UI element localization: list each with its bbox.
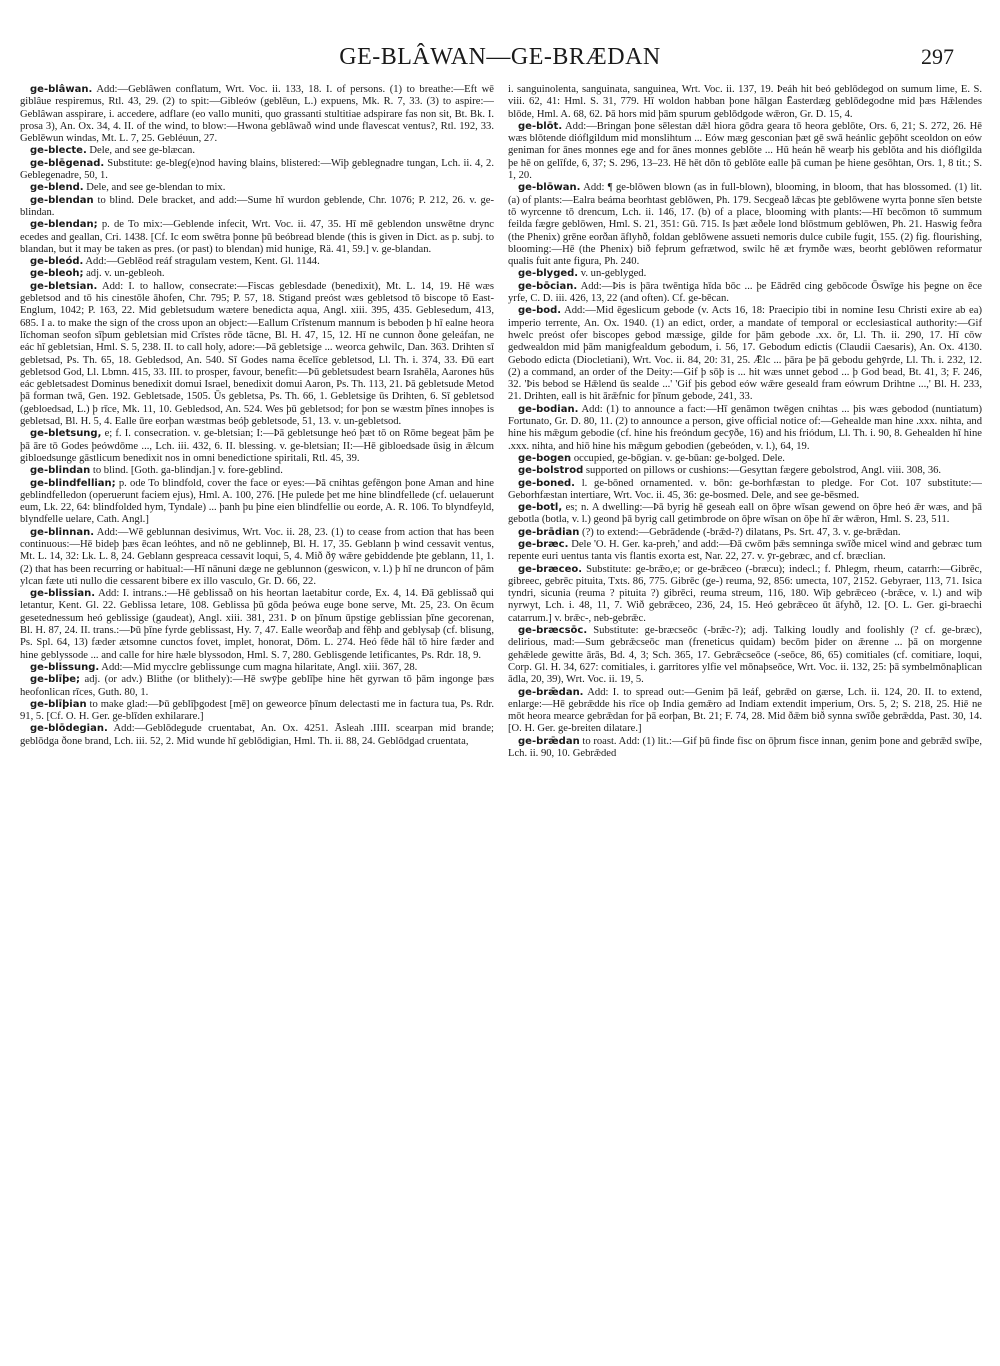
dictionary-entry [20,84,494,145]
entry-headword: ge-blissung. [30,661,100,673]
entry-headword: ge-blīþian [30,698,87,710]
entry-text: v. un-geblyged. [580,268,647,280]
entry-text: Add: I. to hallow, consecrate:—Fiscas geblesdade (benedixit), Mt. L. 14, 19. Hē wæs gebletsod and tō his cinestōle āhofen, Chr. 795; P. 57, 18. Stigand preóst wæs gebletsod tō biscope tō East-Englum, 1042; P. 163, 22. Mid gebletsudum wætere benedicta aqua, Angl. xiii. 395, 435. Geblesedum, 413, 685. I a. to make the sign of the cross upon an object:—Eallum Crīstenum mannum is beboden þ hī ealne heora līchoman seofon sīþum gebletsian mid Crīstes rōde tācne, Bl. H. 47, 15, 12. Hī ne cunnon ðone geleáfan, ne eác hī gebletsian, Hml. S. 5, 238. II. to call holy, adore:—Þā gebletsige ... weorca gehwilc, Dan. 363. Drihten sī gebletsad, Ps. Th. 65, 18. Gebledsod, An. 540. Sī Godes nama ēcelīce gebletsod, Ll. Th. i. 374, 33. Ðū eart gebletsod God, Ll. Lbmn. 415, 33. III. to prosper, favour, benefit:—Þū gebletsudest bearn Israhēla, Aarones hūs eác gebletsadest Dominus benedixit domui Israel, benedixit domui Aaron, Ps. Th. 113, 21. Þā gebletsude Metod þā forman twā, Gen. 192. Gebletsade, 1505. Ūs gebletsa, Ps. Th. 66, 1. Gebletsige ūs Drihten, 6. Sī gebletsod (gebloedsad, L.) þ rīce, Mk. 11, 10. Gebledsod, An. 524. Wes þū gebletsod; for þon se wæstm þīnes innoþes is gebletsad, Bl. H. 5, 4. Ealle ūre eorþan wæstmas beóþ gebletsode, 51, 13. v. un-gebletsod. [20,280,494,428]
dictionary-entry [508,305,982,403]
entry-text: Substitute: ge-bræcseōc (-brǣc-?); adj. Talking loudly and foolishly (? cf. ge-bræc), delirious, mad:—Sum gebrǣcseōc man (freneticus quidam) becōm þider on ǣrenne ... þā on morgenne gehǣlede gewitte ārās, Bd. 4, 3; Sch. 365, 17. Gebrǣcseōce (-seōce, 86, 65) comitiales (cf. comitiare, loqui, Corp. Gl. H. 34, 627: comitiales, i. garritores ylfie vel mōnaþseōce, Wrt. Voc. ii. 132, 25: þā symbelmōnaþlican ādla, 20, 39), Wrt. Voc. ii. 19, 5. [508,625,982,686]
entry-headword: ge-brādian [518,526,580,538]
entry-headword: ge-blecte. [30,145,87,157]
dictionary-entry [508,453,982,465]
entry-text: Add:—Bringan þone sēlestan dǣl hiora gōdra geara tō heora geblōte, Ors. 6, 21; S. 272, 26. Hē wæs blōtende dióflgildum mid monslihtum ... Eów mæg gesconian þæt gē swā heánlic geþōht sceoldon on eów geniman for ānes monnes ege and for ānes monnes geblōte ... Hū heán hē wearþ his geblōta and his dióflgilda þe hē on gelīfde, 6, 37; S. 296, 13–23. Hē hēt dōn tō geblōte ealle þā cuman þe hiene gesōhtan, Ors. 1, 8 tit.; S. 1, 20. [508,120,982,182]
entry-headword: ge-bōcian. [518,280,578,292]
entry-text: adj. v. un-gebleoh. [86,268,165,280]
entry-text: l. ge-bōned ornamented. v. bōn: ge-borhfæstan to pledge. For Cot. 107 substitute:—Geborhfæstan intertiare, Wrt. Voc. ii. 45, 36: ge-bosmed. Dele, and see ge-bēsmed. [508,477,982,501]
entry-text: occupied, ge-bōgian. v. ge-būan: ge-bolged. Dele. [573,452,785,464]
entry-text: Dele 'O. H. Ger. ka-preh,' and add:—Ðā cwōm þǣs semninga swīðe micel wind and gebræc tum repente euri uentus tanta vis flantis exorta est, Nar. 22, 27. v. ȳr-gebræc, and cf. bræclian. [508,538,982,563]
dictionary-entry [20,527,494,588]
dictionary-entry [508,182,982,268]
dictionary-entry [20,281,494,429]
entry-text: Substitute: ge-brǣo,e; or ge-brǣceo (-bræcu); indecl.; f. Phlegm, rheum, catarrh:—Gibrēc, gibreec, gebrēc pituita, Txts. 86, 775. Gibrēc (ge-) reuma, 92, 856: umecta, 107, 2152. Gebyraer, 113, 71. Isica tyndri, sicunia (reuma ? pituita ?) gibrēci, reuma streum, 116, 180. Wiþ gebrǣceo (-brǣce, v. l.) and wiþ nyrwyt, Lch. i. 48, 11, 7. Wið gebrǣceo, 236, 24, 15. Heó gebrǣceo ūt āfyhð, 12. [O. L. Ger. gi-braechi catarrum.] v. brǣc-, neb-gebrǣc. [508,563,982,624]
entry-text: Substitute: ge-bleg(e)nod having blains, blistered:—Wiþ geblegnadre tungan, Lch. ii. 4, 2. Geblegenadre, 50, 1. [20,157,494,182]
entry-text: supported on pillows or cushions:—Gesyttan fægere gebolstrod, Angl. viii. 308, 36. [585,465,942,477]
entry-headword: ge-blendan; [30,219,98,231]
entry-text: Dele, and see ge-blendan to mix. [86,182,226,194]
entry-text: p. de To mix:—Geblende infecit, Wrt. Voc. ii. 47, 35. Hī mē geblendon unswētne drync ecedes and geallan, Cri. 1438. [Cf. Ic eom swētra þonne þū beóbread blende (this is given in Dict. as p. subj. to blandan, but it may be taken as pres. (or past) to blendan) mid hunige, Rä. 41, 59.] v. ge-blandan. [20,219,494,255]
dictionary-entry [508,404,982,453]
entry-text: Add: I. to spread out:—Genim þā leáf, gebrǣd on gærse, Lch. ii. 124, 20. II. to extend, enlarge:—Hē gebrǣdde his rīce oþ India gemǣro ad Indiam extendit imperium, Ors. 5, 2; S. 218, 25. Hiē ne mōt heora mearce gebrǣdan for þā eorþan, Bt. 21; F. 74, 28. Mid ðǣm bið synna swīðe gebrǣdda, Past. 30, 14. [O. H. Ger. ge-breiten dilatare.] [508,686,982,735]
entry-headword: ge-brǣdan [518,735,580,747]
dictionary-entry [508,268,982,280]
dictionary-entry [508,625,982,686]
entry-headword: ge-blīþe; [30,674,81,686]
entry-headword: ge-botl, [518,502,563,514]
entry-headword: ge-bræceo. [518,563,583,575]
entry-headword: ge-bogen [518,452,572,464]
dictionary-entry [508,527,982,539]
entry-text: to blind. [Goth. ga-blindjan.] v. fore-geblind. [92,465,283,477]
page-title: GE-BLÂWAN—GE-BRÆDAN [339,44,661,70]
dictionary-entry [20,158,494,183]
entry-text: Add: I. intrans.:—Hē geblissað on his heortan laetabitur corde, Ex. 4, 14. Ðā geblissað qui letantur, Kent. Gl. 22. Geblissa letare, 108. Geblissa þū gōda þeówa euge bone serve, Mt. 25, 23. On ēcum gesetednessum heó geblissige (gaudeat), Angl. xiii. 381, 231. Þ on þīnum ūpstige geblissian þīne gecorenan, Bl. H. 87, 24. II. trans.:—Þū þīne fyrde geblissast, Hy. 7, 47. Ealle weorðaþ and fēhþ and geblysaþ (cf. blisung, Ps. Spl. 64, 13) fæder ætsomne cunctos fovet, implet, honorat, Dōm. L. 274. Heó fēde hāl tō hire fæder and hine geblyssode ... and calle for hire hæle blyssodon, Hml. S. 7, 280. Geblisgende letificantes, Ps. Rdr. 18, 9. [20,588,494,661]
dictionary-entry [20,256,494,268]
entry-headword: ge-blâwan. [30,84,93,95]
entry-headword: ge-bræcsōc. [518,625,588,637]
page-number: 297 [921,44,954,69]
dictionary-entry [508,281,982,306]
dictionary-entry [20,478,494,527]
dictionary-entry [508,687,982,736]
entry-text: es; n. A dwelling:—Þā byrig hē geseah eall on ōþre wīsan gewend on ōþre heó ǣr wæs, and þā gebotla (botla, v. l.) geond þā byrig call getimbrode on ōþre wīsan on ōþe hī ǣr wǣron, Hml. S. 23, 511. [508,502,982,526]
entry-text: Add: (1) to announce a fact:—Hī genāmon twēgen cnihtas ... þis wæs gebodod (nuntiatum) Fortunato, Gr. D. 80, 11. (2) to announce a person, give official notice of:—Gehealde man hine .xxx. nihta, and hine his mǣgum gebodie (cf. hine his freóndum gecȳðe, 16) and his friódum, Ll. Th. i. 90, 8. Gehealden hī hine .xxx. nihta, and hiō hine his mǣgum gebodien (gebeóden, v. l.), 64, 19. [508,403,982,452]
dictionary-entry [508,84,982,121]
entry-headword: ge-bræc. [518,538,569,550]
entry-headword: ge-bletsung, [30,428,102,440]
entry-headword: ge-blyged. [518,268,579,280]
entry-text: p. ode To blindfold, cover the face or eyes:—Þā cnihtas gefēngon þone Aman and hine geblindfelledon (operuerunt faciem ejus), Hml. A. 100, 276. [He pulede þet me hine blindfellede (cf. uelauerunt eum, Lk. 22, 64: blindfolded hym, Tyndale) ... þanh þu þine eien blindfellie ou eorde, A. R. 106. To blyndfeyld, blyndfelle uelare, Cath. Angl.] [20,477,494,526]
dictionary-entry [508,465,982,477]
dictionary-entry [20,699,494,724]
entry-headword: ge-blendan [30,194,94,206]
right-column [508,84,982,1352]
entry-headword: ge-blōt. [518,120,563,132]
entry-headword: ge-bleód. [30,256,84,268]
dictionary-entry [20,219,494,256]
entry-text: Add:—Mid ēgeslicum gebode (v. Acts 16, 18: Praecipio tibi in nomine Iesu Christi exire ab ea) imperio terrente, An. Ox. 1940. (1) an edict, order, a mandate of temporal or ecclesiastical authority:—Gif hwelc preóst ofer biscopes gebod mæssige, gilde for þām gebode .xx. ōr, Ll. Th. ii. 290, 17. Hī cōw gedwealdon mid þām manigfealdum gebodum, i. 56, 17. Gebodum edictis (Claudii Caesaris), An. Ox. 4130. Gebodo edicta (Diocletiani), Wrt. Voc. ii. 84, 20: 31, 25. Ǣlc ... þāra þe þā gebodu gehȳrde, Ll. Th. i. 232, 12. (2) a command, an order of the Deity:—Gif þ sōþ is ... hit wæs unnet gebod ... þ God bead, Bt. 41, 3; F. 246, 32. 'Þis bebod se Hǣlend ūs sealde ...' 'Gif þis gebod eów wǣre geseald fram eówrum Drihtne ...,' Bl. H. 233, 21. Drihten, eall is hit ārǣfnic for þīnum gebode, 241, 33. [508,305,982,403]
entry-headword: ge-blōwan. [518,182,581,194]
dictionary-entry [508,121,982,182]
entry-headword: ge-blindan [30,465,91,477]
dictionary-entry [20,662,494,674]
entry-headword: ge-bolstrod [518,465,584,477]
entry-headword: ge-blend. [30,182,84,194]
entry-text: Add:—Mid mycclre geblissunge cum magna hilaritate, Angl. xiii. 367, 28. [101,661,418,673]
entry-text: Add:—Wē geblunnan desivimus, Wrt. Voc. ii. 28, 23. (1) to cease from action that has been continuous:—Hē bideþ þæs ēcan leóhtes, and nō ne geblinneþ, Bl. H. 17, 35. Geblann þ wind cessavit ventus, Mt. L. 14, 32: Lk. L. 8, 24. Geblann gespreaca cessavit loqui, 5, 4. Mið ðȳ wǣre gebiddende þte geblann, 11, 1. (2) that has been recurring or habitual:—Hī nānuni dæge ne geblunnon (geswicon, v. l.) þ hī ne druncon of þām ylcan fæte uti nullo die cessarent bibere ex illo vasculo, Gr. D. 66, 22. [20,526,494,587]
entry-headword: ge-bodian. [518,403,579,415]
dictionary-entry [20,145,494,157]
entry-text: to blind. Dele bracket, and add:—Sume hī wurdon geblende, Chr. 1076; P. 212, 26. v. ge-blindan. [20,194,494,218]
entry-headword: ge-bleoh; [30,268,84,280]
entry-text: Add:—Geblēod reáf stragulam vestem, Kent. Gl. 1144. [85,256,320,268]
entry-text: Add:—Geblōdegude cruentabat, An. Ox. 4251. Āsleah .IIII. scearpan mid brande; geblōdga ðone brand, Lch. iii. 52, 2. Mid wunde hī geblōdigian, Hml. Th. ii. 88, 24. Geblōdgad cruentata, [20,723,494,747]
entry-text: adj. (or adv.) Blithe (or blithely):—Hē swȳþe geblīþe hine hēt gyrwan tō þām ingonge þæs heofonlican rīces, Guth. 80, 1. [20,674,494,698]
entry-headword: ge-blēgenad. [30,157,105,169]
entry-headword: ge-brǣdan. [518,686,584,698]
dictionary-entry [20,465,494,477]
dictionary-entry [508,564,982,625]
text-columns [20,84,982,1352]
entry-text: e; f. I. consecration. v. ge-bletsian; I:—Þā gebletsunge heó þæt tō on Rōme begeat þām þe þā āre tō Godes þeówdōme ..., Lch. iii. 432, 6. II. blessing. v. ge-bletsian; II:—Hē gibloedsade ūsig in ǣlcum gibloedsunge gāstlicum benedixit nos in omni benedictione spiritali, Rtl. 45, 39. [20,428,494,464]
entry-headword: ge-blinnan. [30,526,95,538]
left-column [20,84,494,1352]
dictionary-entry [508,502,982,527]
dictionary-entry [20,723,494,748]
dictionary-entry [20,674,494,699]
entry-headword: ge-bod. [518,305,562,317]
dictionary-entry [20,428,494,465]
entry-headword: ge-boned. [518,477,575,489]
entry-text: to make glad:—Þū geblīþgodest [mē] on geweorce þīnum delectasti me in factura tua, Ps. Rdr. 91, 5. [Cf. O. H. Ger. ge-blīden exhilarare.] [20,698,494,723]
dictionary-entry [20,268,494,280]
entry-headword: ge-blindfellian; [30,477,116,489]
entry-text: Dele, and see ge-blæcan. [89,145,196,157]
entry-text: i. sanguinolenta, sanguinata, sanguinea, Wrt. Voc. ii. 137, 19. Þeáh hit beó geblōdegod on sumum lime, E. S. viii. 62, 41: Hml. S. 31, 779. Hī woldon habban þone hālgan Ēasterdæg geblōdegodne mid þæs Hǣlendes blōde, Hml. A. 68, 62. Þā hors mid þām spurum geblōdgode wǣron, Gr. D. 15, 4. [508,84,982,120]
entry-headword: ge-blissian. [30,588,96,600]
entry-text: (?) to extend:—Gebrādende (-brǣd-?) dilatans, Ps. Srt. 47, 3. v. ge-brǣdan. [582,526,901,538]
entry-text: to roast. Add: (1) lit.:—Gif þū finde fisc on ōþrum fisce innan, genim þone and gebrǣd swīþe, Lch. ii. 90, 10. Gebrǣded [508,735,982,760]
dictionary-entry [20,182,494,194]
entry-text: Add:—Geblâwen conflatum, Wrt. Voc. ii. 133, 18. I. of persons. (1) to breathe:—Eft wē giblâue respiremus, Rtl. 43, 29. (2) to spit:—Gibleów (geblēun, L.) expuens, Mk. R. 7, 33. (3) to aspire:—Geblâwan asspirare, i. accedere, adflare (eo vallo muniti, quo grassanti stultitiae adspirare fas non sit, Bt. Bk. I. prosa 3), An. Ox. 34, 4. II. of the wind, to blow:—Hwona geblâwað wind unde flavescat ventus?, Rtl. 192, 33. Geblēwun windas, Mt. L. 7, 25. Gebléuun, 27. [20,84,494,145]
entry-text: Add: ¶ ge-blōwen blown (as in full-blown), blooming, in bloom, that has blossomed. (1) lit. (a) of plants:—Ealra beáma beorhtast geblōwen, Ph. 179. Secgeað lǣcas þte geblōwene wyrta þonne sīen betste tō wyrcenne tō drencum, Lch. ii. 146, 17. (b) of a place, blooming with plants:—Hī becōmon tō summum feilda fægre geblōwen, Hml. S. 21, 351: Gū. 715. Is þæt æðele lond blōstmum geblōwen, Ph. 21. Haswig feðra (the Phenix) grēne eorðan āflyhð, foldan geblōwene assueti nemoris dulce cubile fugit, 155. (2) fig. flourishing, blooming:—Hē (the Phenix) bið feþrum gefrætwod, swilc hē æt frymðe wæs, beorht geblōwen reformatur qualis fuit ante figura, Ph. 240. [508,182,982,268]
dictionary-entry [20,195,494,220]
entry-headword: ge-blōdegian. [30,723,108,735]
entry-headword: ge-bletsian. [30,280,98,292]
dictionary-entry [508,539,982,564]
dictionary-entry [20,588,494,662]
dictionary-entry [508,478,982,503]
dictionary-entry [508,736,982,761]
running-head [0,44,1000,74]
entry-text: Add:—Þis is þāra twēntiga hīda bōc ... þe Eādrēd cing gebōcode Ōswīge his þegne on ēce yrfe, C. D. iii. 426, 13, 22 (and often). Cf. ge-bēcan. [508,280,982,305]
